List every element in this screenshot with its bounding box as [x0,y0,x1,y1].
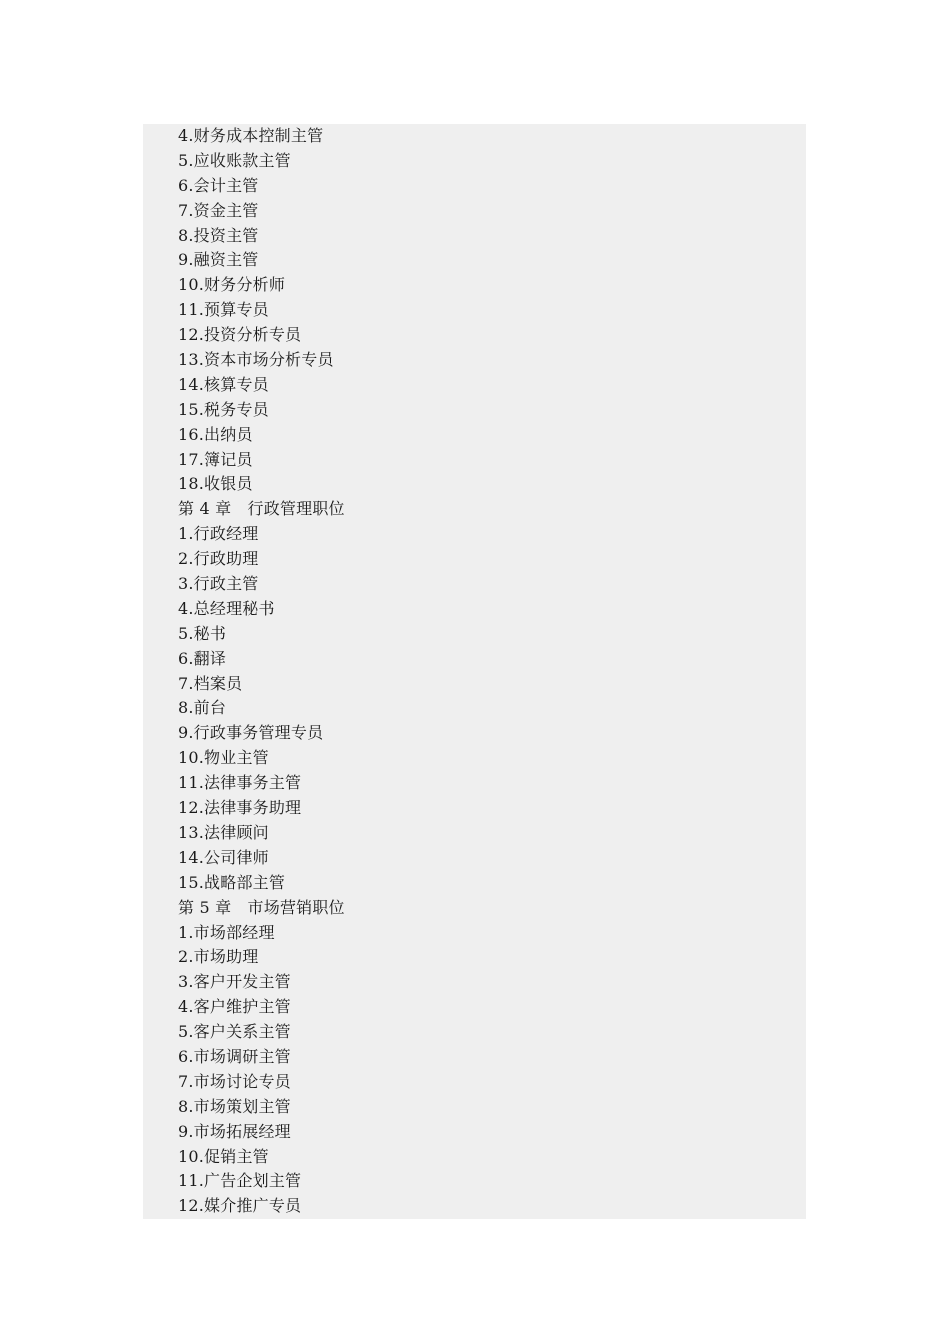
list-item: 7.市场讨论专员 [178,1071,291,1091]
list-item: 8.投资主管 [178,225,259,245]
list-item: 5.应收账款主管 [178,150,291,170]
list-item: 4.总经理秘书 [178,598,275,618]
list-item: 13.法律顾问 [178,822,269,842]
list-item: 14.核算专员 [178,374,269,394]
list-item: 2.市场助理 [178,947,259,967]
list-item: 10.财务分析师 [178,275,286,295]
list-item: 9.行政事务管理专员 [178,723,324,743]
document-content-panel [143,124,806,1219]
list-item: 12.法律事务助理 [178,798,302,818]
list-item: 6.翻译 [178,648,227,668]
list-item: 6.会计主管 [178,175,259,195]
list-item: 4.客户维护主管 [178,997,291,1017]
list-item: 6.市场调研主管 [178,1046,291,1066]
list-item: 2.行政助理 [178,549,259,569]
list-item: 1.市场部经理 [178,922,275,942]
list-item: 14.公司律师 [178,847,269,867]
list-item: 11.广告企划主管 [178,1171,302,1191]
list-item: 18.收银员 [178,474,253,494]
job-title-list [178,124,345,1219]
list-item: 15.税务专员 [178,399,269,419]
list-item: 12.媒介推广专员 [178,1196,302,1216]
list-item: 16.出纳员 [178,424,253,444]
list-item: 11.法律事务主管 [178,773,302,793]
list-item: 10.促销主管 [178,1146,269,1166]
chapter-heading: 第 5 章 市场营销职位 [178,897,345,917]
list-item: 3.客户开发主管 [178,972,291,992]
list-item: 5.秘书 [178,623,227,643]
list-item: 8.前台 [178,698,227,718]
list-item: 17.簿记员 [178,449,253,469]
list-item: 15.战略部主管 [178,872,286,892]
list-item: 13.资本市场分析专员 [178,350,334,370]
chapter-heading: 第 4 章 行政管理职位 [178,499,345,519]
list-item: 9.融资主管 [178,250,259,270]
list-item: 3.行政主管 [178,574,259,594]
list-item: 9.市场拓展经理 [178,1121,291,1141]
list-item: 10.物业主管 [178,748,269,768]
list-item: 8.市场策划主管 [178,1096,291,1116]
list-item: 1.行政经理 [178,524,259,544]
list-item: 7.资金主管 [178,200,259,220]
list-item: 7.档案员 [178,673,243,693]
list-item: 4.财务成本控制主管 [178,126,324,145]
list-item: 5.客户关系主管 [178,1022,291,1042]
list-item: 11.预算专员 [178,300,269,320]
list-item: 12.投资分析专员 [178,325,302,345]
